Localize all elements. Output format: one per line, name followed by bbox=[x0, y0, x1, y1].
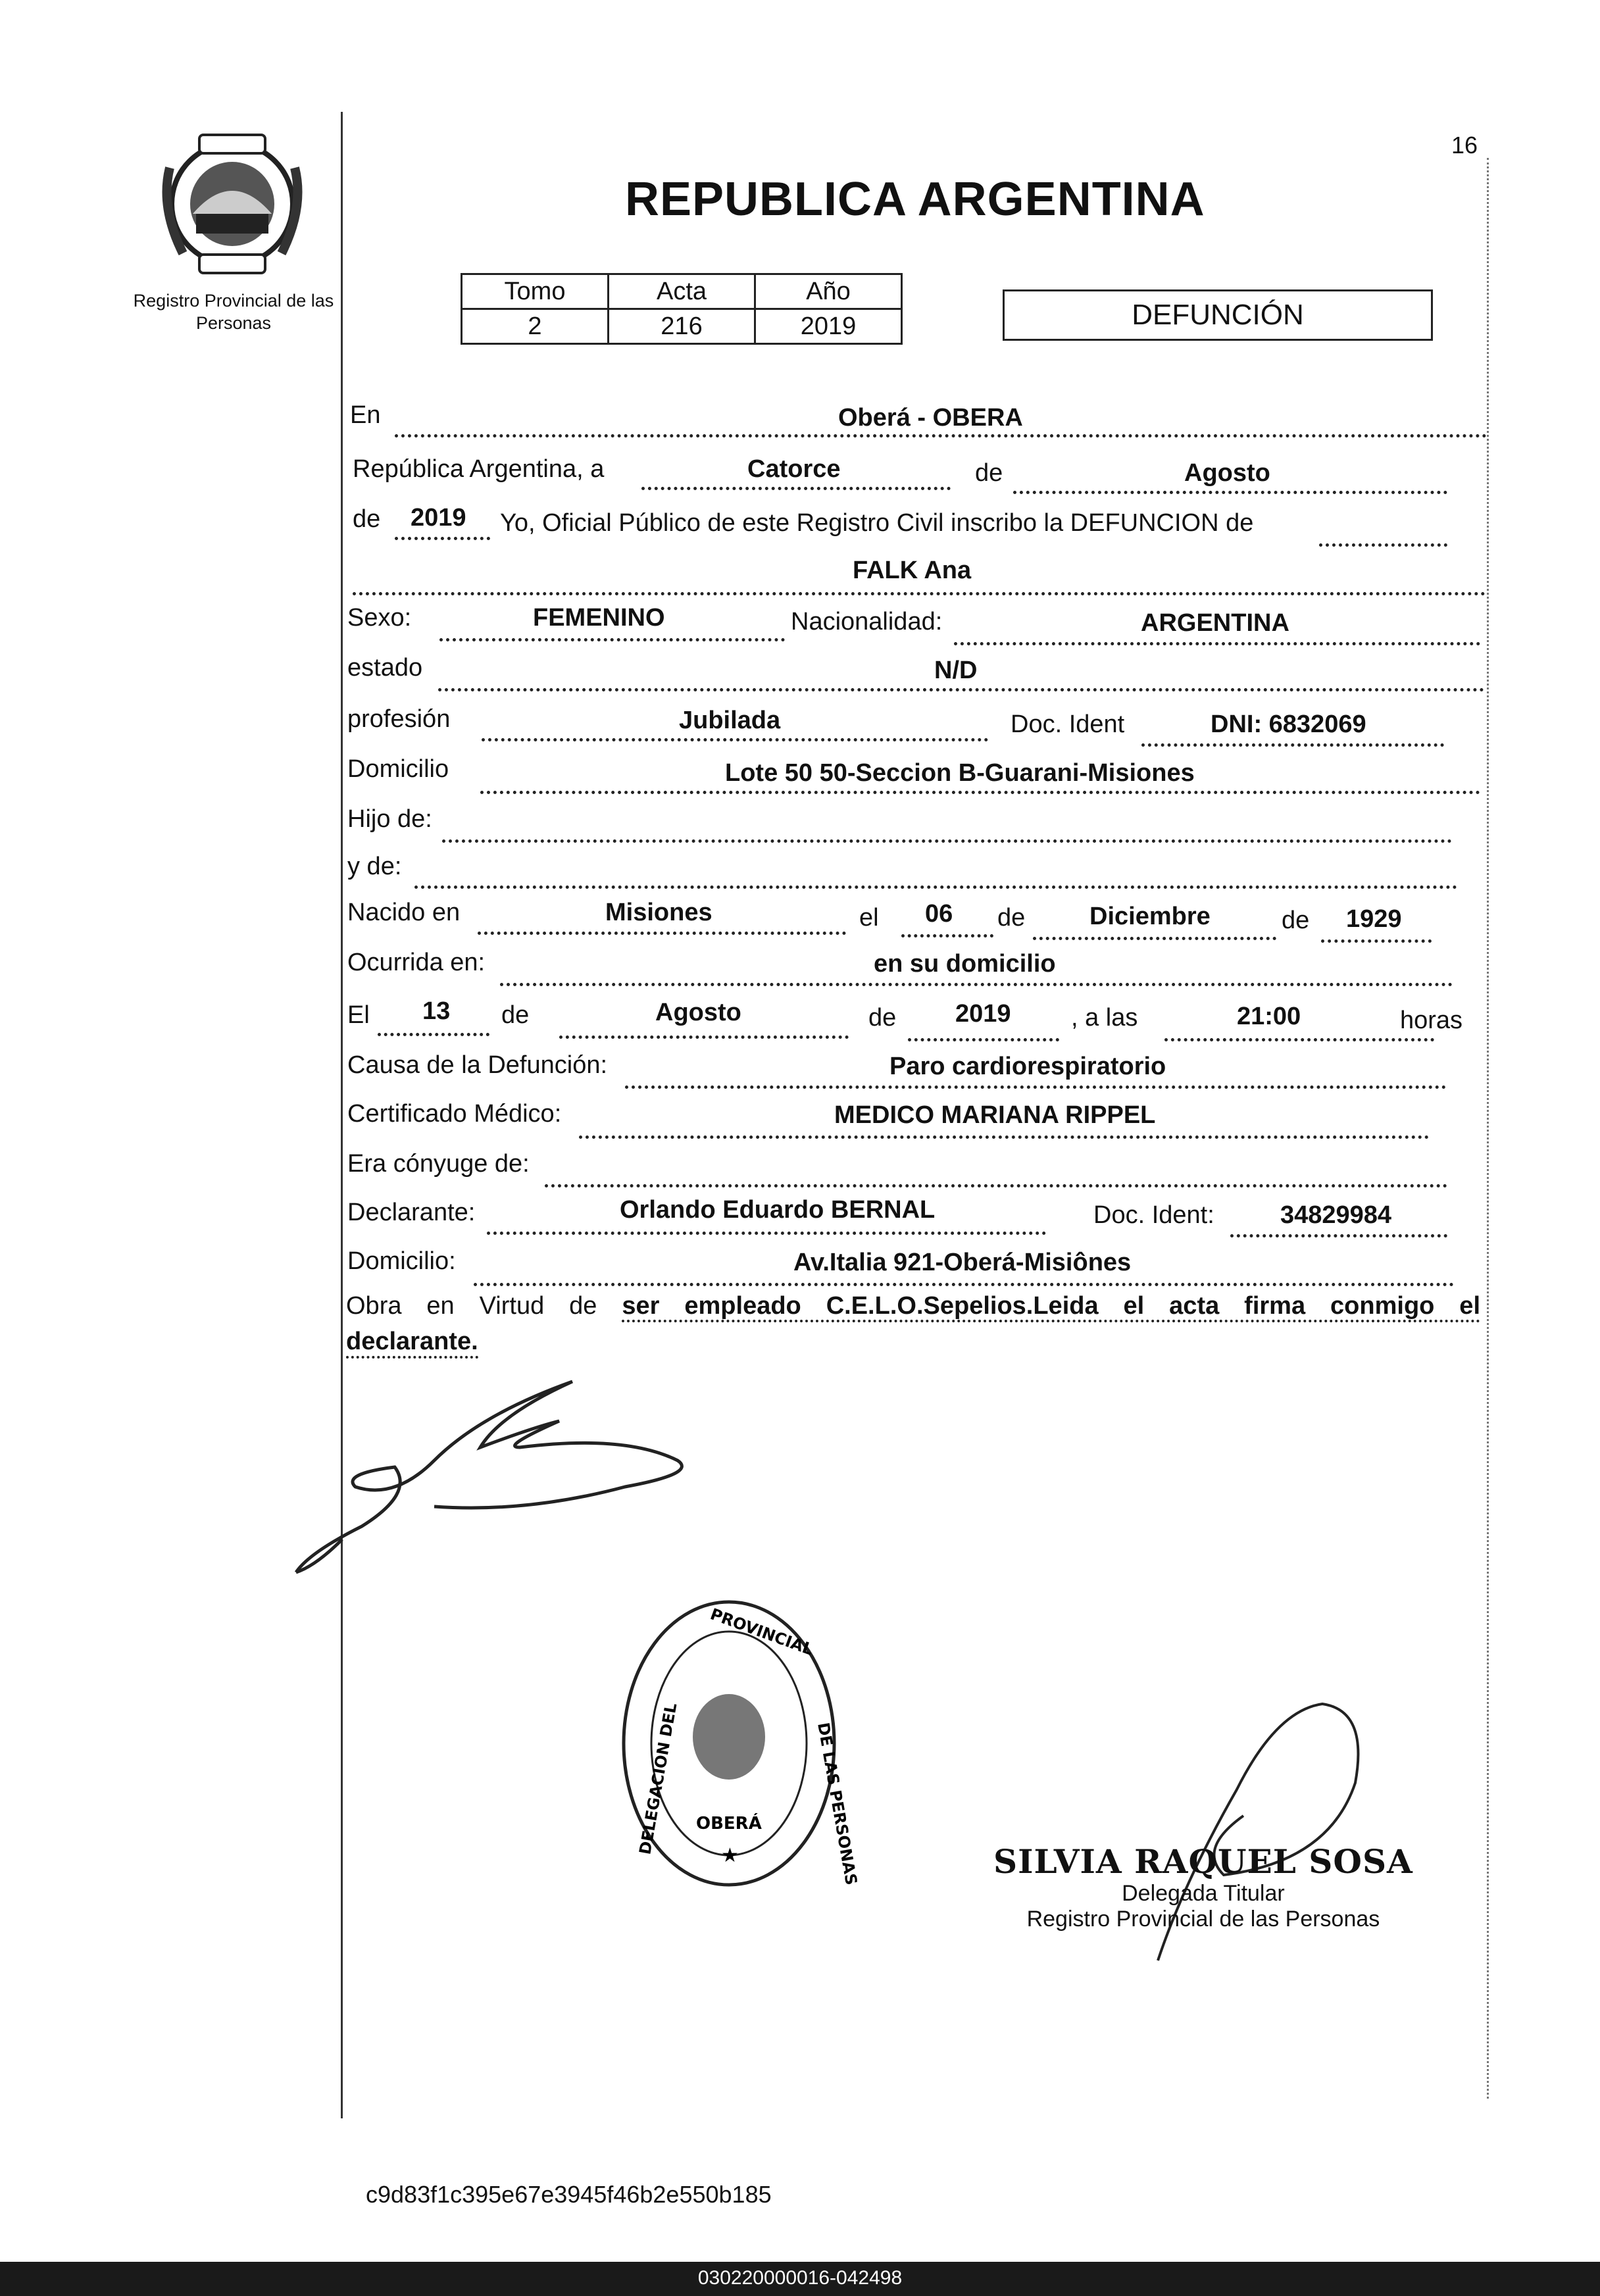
en-label: En bbox=[350, 401, 381, 429]
tomo-value: 2 bbox=[462, 309, 609, 344]
underline bbox=[901, 934, 993, 937]
underline bbox=[559, 1036, 849, 1039]
de-label: de bbox=[997, 904, 1026, 932]
declarant-address-value: Av.Italia 921-Oberá-Misiônes bbox=[793, 1249, 1132, 1276]
declarante-label: Declarante: bbox=[347, 1199, 476, 1226]
official-name: SILVIA RAQUEL SOSA bbox=[993, 1842, 1413, 1881]
address-value: Lote 50 50-Seccion B-Guarani-Misiones bbox=[725, 759, 1195, 787]
day-text-value: Catorce bbox=[747, 455, 841, 483]
domicilio2-label: Domicilio: bbox=[347, 1247, 456, 1275]
underline bbox=[1141, 743, 1444, 747]
causa-label: Causa de la Defunción: bbox=[347, 1051, 608, 1079]
underline bbox=[395, 537, 490, 540]
underline bbox=[625, 1086, 1446, 1089]
official-title: Delegada Titular bbox=[1122, 1881, 1285, 1906]
underline bbox=[480, 791, 1480, 794]
underline bbox=[378, 1033, 489, 1036]
nacido-label: Nacido en bbox=[347, 899, 461, 926]
obra-row bbox=[346, 1292, 1480, 1320]
svg-text:OBERÁ: OBERÁ bbox=[696, 1814, 762, 1834]
svg-text:DE LAS PERSONAS: DE LAS PERSONAS bbox=[814, 1721, 861, 1887]
physician-value: MEDICO MARIANA RIPPEL bbox=[834, 1101, 1156, 1129]
obra-value: ser empleado C.E.L.O.Sepelios.Leida el acta firma conmigo el bbox=[622, 1292, 1480, 1322]
declarant-doc-value: 34829984 bbox=[1280, 1201, 1392, 1229]
profesion-label: profesión bbox=[347, 705, 451, 733]
underline bbox=[414, 886, 1457, 889]
underline bbox=[1230, 1234, 1447, 1237]
underline bbox=[482, 738, 988, 741]
svg-text:DELEGACION DEL: DELEGACION DEL bbox=[636, 1701, 681, 1857]
agency-caption: Registro Provincial de las Personas bbox=[133, 291, 334, 333]
el-label: El bbox=[347, 1001, 370, 1029]
conyuge-label: Era cónyuge de: bbox=[347, 1150, 530, 1178]
official-office: Registro Provincial de las Personas bbox=[1026, 1907, 1380, 1932]
cause-value: Paro cardiorespiratorio bbox=[889, 1053, 1166, 1080]
page-number: 16 bbox=[1451, 132, 1478, 159]
birth-day-value: 06 bbox=[925, 900, 953, 928]
underline bbox=[954, 642, 1480, 645]
record-type-box: DEFUNCIÓN bbox=[1003, 289, 1433, 341]
underline bbox=[641, 487, 951, 490]
document-hash: c9d83f1c395e67e3945f46b2e550b185 bbox=[366, 2181, 772, 2208]
place-value: Oberá - OBERA bbox=[838, 404, 1023, 432]
underline bbox=[1321, 939, 1432, 943]
nationality-value: ARGENTINA bbox=[1141, 609, 1289, 637]
anio-header: Año bbox=[755, 274, 902, 309]
ocurrida-label: Ocurrida en: bbox=[347, 949, 486, 976]
doc-label: Doc. Ident bbox=[1011, 711, 1125, 738]
underline bbox=[1164, 1038, 1434, 1041]
tomo-header: Tomo bbox=[462, 274, 609, 309]
underline bbox=[545, 1184, 1447, 1187]
de-label: de bbox=[1282, 907, 1310, 934]
de-label: de bbox=[501, 1001, 530, 1029]
republica-label: República Argentina, a bbox=[353, 455, 605, 483]
underline bbox=[442, 839, 1452, 843]
nacionalidad-label: Nacionalidad: bbox=[791, 608, 943, 636]
footer-code: 030220000016-042498 bbox=[697, 2267, 903, 2289]
certificado-label: Certificado Médico: bbox=[347, 1100, 562, 1128]
underline bbox=[478, 932, 846, 935]
acta-value: 216 bbox=[609, 309, 755, 344]
de-label: de bbox=[353, 505, 381, 533]
acta-header: Acta bbox=[609, 274, 755, 309]
birth-year-value: 1929 bbox=[1346, 905, 1402, 933]
underline bbox=[579, 1136, 1429, 1139]
de-label: de bbox=[975, 459, 1003, 487]
svg-text:★: ★ bbox=[721, 1844, 739, 1867]
deceased-name: FALK Ana bbox=[853, 557, 972, 584]
underline bbox=[487, 1232, 1046, 1235]
underline bbox=[439, 638, 785, 641]
month-value: Agosto bbox=[1184, 459, 1270, 487]
underline bbox=[438, 688, 1484, 691]
death-day-value: 13 bbox=[422, 997, 451, 1025]
death-place-value: en su domicilio bbox=[874, 950, 1056, 978]
estado-label: estado bbox=[347, 654, 423, 682]
underline bbox=[908, 1038, 1059, 1041]
obra-value-cont: declarante. bbox=[346, 1328, 478, 1359]
year-value: 2019 bbox=[411, 504, 466, 532]
death-month-value: Agosto bbox=[655, 999, 741, 1026]
declarant-value: Orlando Eduardo BERNAL bbox=[620, 1196, 936, 1224]
civil-status-value: N/D bbox=[934, 657, 978, 684]
province-logo bbox=[157, 128, 308, 280]
alas-label: , a las bbox=[1071, 1004, 1138, 1032]
record-table bbox=[461, 273, 903, 345]
doc2-label: Doc. Ident: bbox=[1093, 1201, 1214, 1229]
underline bbox=[395, 434, 1487, 437]
obra-label: Obra en Virtud de bbox=[346, 1292, 597, 1320]
anio-value: 2019 bbox=[755, 309, 902, 344]
underline bbox=[474, 1283, 1454, 1286]
right-margin-line bbox=[1487, 158, 1489, 2099]
underline bbox=[1319, 543, 1447, 547]
declarant-signature bbox=[283, 1375, 717, 1585]
left-margin-line bbox=[341, 112, 343, 2118]
document-title: REPUBLICA ARGENTINA bbox=[625, 173, 1205, 226]
profession-value: Jubilada bbox=[679, 707, 781, 734]
domicilio-label: Domicilio bbox=[347, 755, 449, 783]
underline bbox=[1033, 937, 1276, 940]
underline bbox=[1013, 491, 1447, 494]
svg-text:PROVINCIAL: PROVINCIAL bbox=[707, 1605, 816, 1659]
official-block bbox=[993, 1842, 1413, 1932]
registry-stamp bbox=[617, 1592, 861, 1895]
underline bbox=[500, 983, 1453, 986]
inscribo-label: Yo, Oficial Público de este Registro Civil inscribo la DEFUNCION de bbox=[500, 509, 1254, 537]
horas-label: horas bbox=[1400, 1007, 1463, 1034]
hijo-label: Hijo de: bbox=[347, 805, 432, 833]
de-label: de bbox=[868, 1004, 897, 1032]
y-de-label: y de: bbox=[347, 853, 402, 880]
birth-month-value: Diciembre bbox=[1089, 903, 1211, 930]
sexo-label: Sexo: bbox=[347, 604, 412, 632]
doc-value: DNI: 6832069 bbox=[1211, 711, 1366, 738]
el-label: el bbox=[859, 904, 879, 932]
birth-place-value: Misiones bbox=[605, 899, 712, 926]
sex-value: FEMENINO bbox=[533, 604, 665, 632]
death-time-value: 21:00 bbox=[1237, 1003, 1301, 1030]
death-year-value: 2019 bbox=[955, 1000, 1011, 1028]
underline bbox=[353, 592, 1486, 595]
